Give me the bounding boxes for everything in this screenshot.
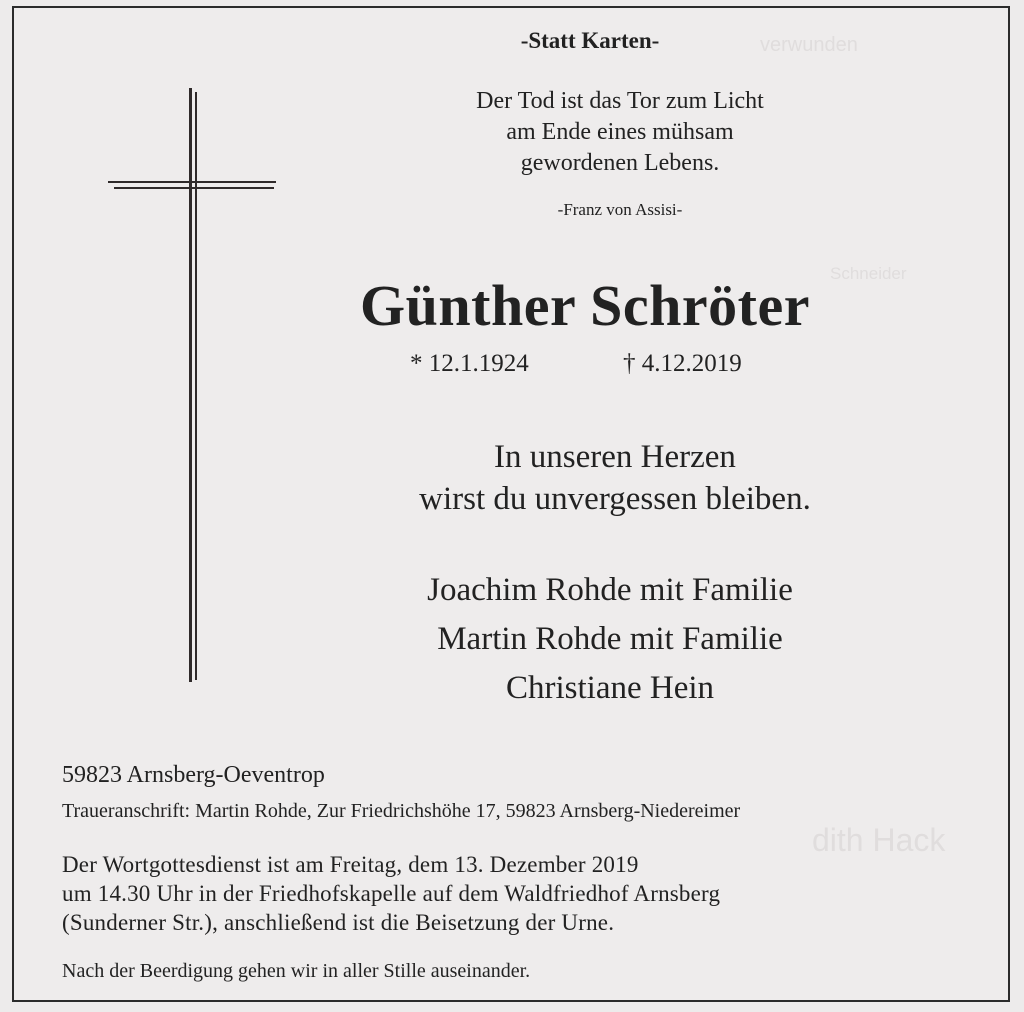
service-line: (Sunderner Str.), anschließend ist die Beisetzung der Urne. bbox=[62, 910, 615, 935]
notice-heading: -Statt Karten- bbox=[520, 28, 660, 53]
cross-vertical-beam bbox=[189, 88, 192, 682]
deceased-name: Günther Schröter bbox=[360, 273, 810, 338]
service-line: um 14.30 Uhr in der Friedhofskapelle auf dem Waldfriedhof Arnsberg bbox=[62, 881, 721, 906]
quote-author: -Franz von Assisi- bbox=[557, 200, 683, 219]
mourner-entry: Martin Rohde mit Familie bbox=[437, 621, 783, 657]
verse-line: wirst du unvergessen bleiben. bbox=[419, 481, 811, 517]
quote-line: gewordenen Lebens. bbox=[520, 150, 720, 176]
mourner-entry: Christiane Hein bbox=[505, 670, 715, 706]
quote-line: am Ende eines mühsam bbox=[506, 119, 734, 145]
residence-place: 59823 Arnsberg-Oeventrop bbox=[62, 762, 325, 788]
mourners-list bbox=[350, 566, 870, 713]
quote-block bbox=[410, 86, 830, 179]
mourner-entry: Joachim Rohde mit Familie bbox=[427, 572, 793, 608]
birth-date: * 12.1.1924 bbox=[410, 350, 529, 377]
cross-horizontal-beam bbox=[108, 181, 276, 183]
verse-line: In unseren Herzen bbox=[494, 439, 736, 475]
service-details bbox=[62, 850, 720, 937]
quote-line: Der Tod ist das Tor zum Licht bbox=[476, 88, 764, 114]
memorial-verse bbox=[360, 436, 870, 520]
mourning-address: Traueranschrift: Martin Rohde, Zur Friedrichshöhe 17, 59823 Arnsberg-Niedereimer bbox=[62, 800, 741, 822]
service-line: Der Wortgottesdienst ist am Freitag, dem 13. Dezember 2019 bbox=[62, 852, 639, 877]
cross-horizontal-beam bbox=[114, 187, 274, 189]
closing-note: Nach der Beerdigung gehen wir in aller Stille auseinander. bbox=[62, 960, 531, 982]
death-date: † 4.12.2019 bbox=[623, 350, 742, 377]
